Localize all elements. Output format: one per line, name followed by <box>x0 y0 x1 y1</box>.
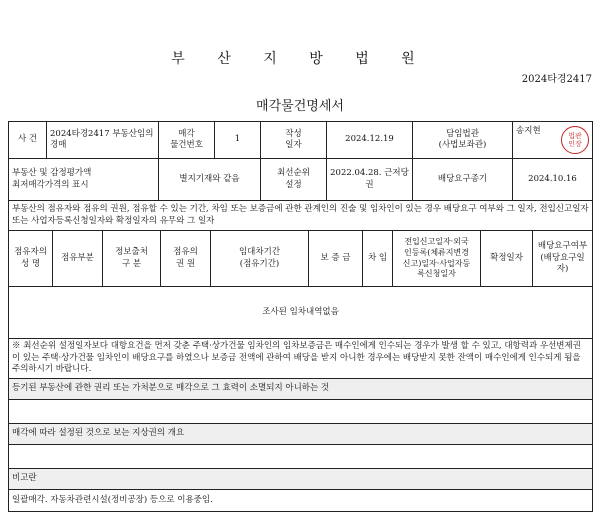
appraisal-value: 별지기재와 같음 <box>159 159 261 201</box>
header-dividend-request: 배당요구여부 (배당요구일자) <box>533 231 593 287</box>
sale-item-label: 매각 물건번호 <box>159 122 215 159</box>
court-name: 부 산 지 방 법 원 <box>171 51 429 67</box>
document-title: 매각물건명세서 <box>256 99 344 114</box>
header-fixed-date: 확정일자 <box>481 231 533 287</box>
remarks-label: 비고란 <box>9 469 593 490</box>
case-value: 2024타경2417 부동산임의경매 <box>47 122 159 159</box>
case-number-top: 2024타경2417 <box>521 74 592 85</box>
registered-rights-value <box>9 400 593 424</box>
judge-name: 송지현 <box>516 126 541 136</box>
judge-cell <box>513 122 593 159</box>
surface-rights-label: 매각에 따라 설정된 것으로 보는 지상권의 개요 <box>9 424 593 445</box>
header-occupied-part: 점유부분 <box>53 231 103 287</box>
remarks-value: 일괄매각. 자동차관련시설(정비공장) 등으로 이용중임. <box>9 490 593 512</box>
case-info-table <box>8 121 593 201</box>
header-registration-date: 전입신고일자·외국 인등록(체류지변경 신고)일자·사업자등 록신청일자 <box>393 231 481 287</box>
header-lease-period: 임대차기간 (점유기간) <box>211 231 309 287</box>
registered-rights-label: 등기된 부동산에 관한 권리 또는 가처분으로 매각으로 그 효력이 소멸되지 아니하는 것 <box>9 379 593 400</box>
deadline-value: 2024.10.16 <box>513 159 593 201</box>
header-title: 점유의 권 원 <box>161 231 211 287</box>
date-label: 작성 일자 <box>261 122 327 159</box>
surface-rights-value <box>9 445 593 469</box>
occupancy-note: 부동산의 점유자와 점유의 권원, 점유할 수 있는 기간, 차임 또는 보증금에 관한 관계인의 진술 및 임차인이 있는 경우 배당요구 여부와 그 일자, 전입신고일자 또는 사업자등록신청일자와 확정일자의 유무와 그 일자 <box>9 201 593 231</box>
appraisal-label: 부동산 및 감정평가액 최저매각가격의 표시 <box>9 159 159 201</box>
header-occupant: 점유자의 성 명 <box>9 231 53 287</box>
date-value: 2024.12.19 <box>327 122 413 159</box>
case-label: 사 건 <box>9 122 47 159</box>
header-source: 정보출처 구 분 <box>103 231 161 287</box>
deadline-label: 배당요구종기 <box>413 159 513 201</box>
warning-note: ※ 최선순위 설정일자보다 대항요건을 먼저 갖춘 주택·상가건물 임차인의 임차보증금은 매수인에게 인수되는 경우가 발생 할 수 있고, 대항력과 우선변제권이 있는 주택·상가건물 임차인이 배당요구를 하였으나 보증금 전액에 관하여 배당을 받지 아니한 경우에는 배당받지 못한 잔액이 매수인에게 인수되게 됨을 주의하시기 바랍니다. <box>9 339 593 379</box>
header-deposit: 보 증 금 <box>309 231 363 287</box>
header-rent: 차 임 <box>363 231 393 287</box>
no-lease-message: 조사된 임차내역없음 <box>9 287 593 339</box>
priority-value: 2022.04.28. 근저당권 <box>327 159 413 201</box>
judge-seal: 법관 인장 <box>561 126 589 154</box>
occupancy-table <box>8 200 593 512</box>
priority-label: 최선순위 설정 <box>261 159 327 201</box>
sale-item-value: 1 <box>215 122 261 159</box>
judge-label: 담임법관 (사법보좌관) <box>413 122 513 159</box>
